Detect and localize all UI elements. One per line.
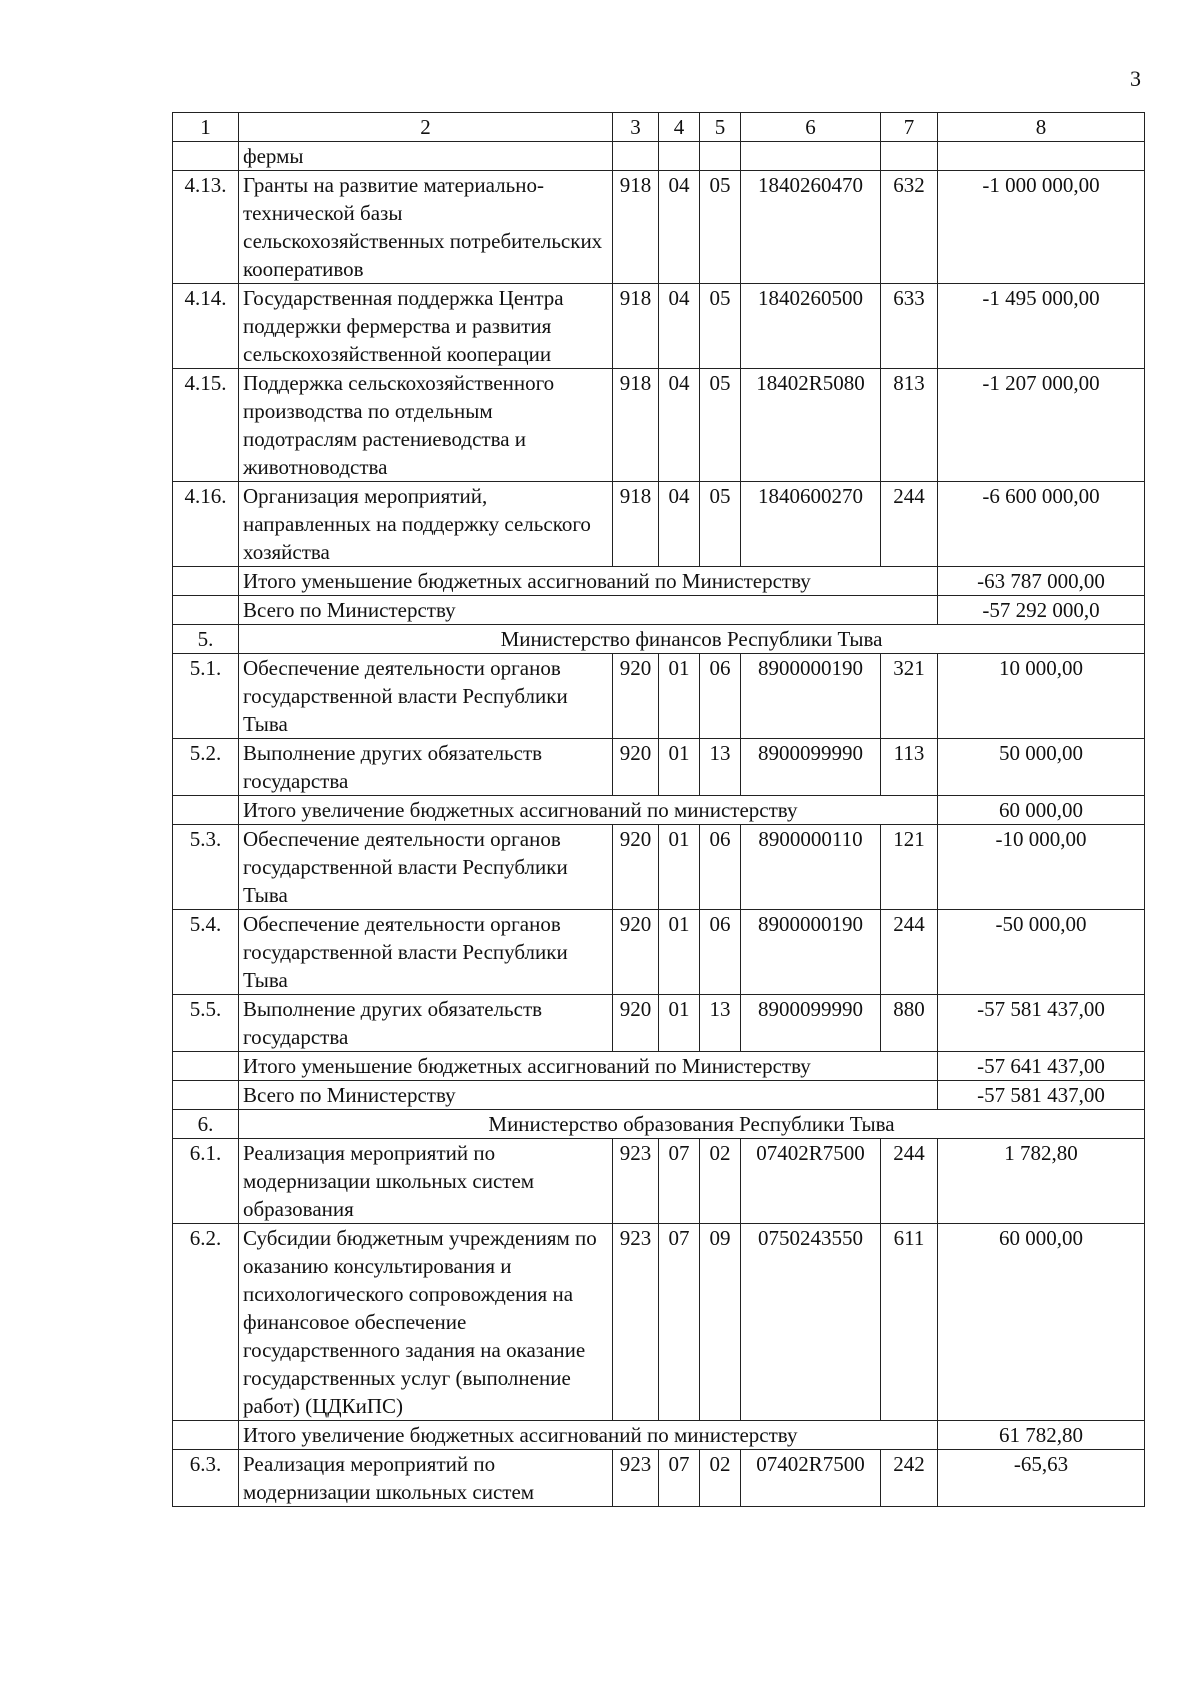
column-number-row: [173, 113, 1145, 142]
cell-expense-type: 611: [881, 1224, 938, 1421]
table-row: [173, 1139, 1145, 1224]
continuation-row: [173, 142, 1145, 171]
cell-subsection: 05: [700, 171, 741, 284]
column-number: 7: [881, 113, 938, 142]
total-row: [173, 796, 1145, 825]
cell-expense-type: 242: [881, 1450, 938, 1507]
cell-expense-type: 321: [881, 654, 938, 739]
item-number: 5.1.: [173, 654, 239, 739]
cell-subsection: 05: [700, 482, 741, 567]
cell-target: 0750243550: [741, 1224, 881, 1421]
page-number: 3: [1130, 66, 1141, 91]
column-number: 8: [938, 113, 1145, 142]
cell-section: 04: [659, 284, 700, 369]
cell-expense-type: 244: [881, 910, 938, 995]
item-number: 6.3.: [173, 1450, 239, 1507]
cell-expense-type: 880: [881, 995, 938, 1052]
item-name: Выполнение других обязательств государства: [239, 995, 613, 1052]
total-amount: -57 581 437,00: [938, 1081, 1145, 1110]
cell-amount: -6 600 000,00: [938, 482, 1145, 567]
cell-subsection: 05: [700, 369, 741, 482]
cell-amount: 1 782,80: [938, 1139, 1145, 1224]
table-row: [173, 1450, 1145, 1507]
column-number: 5: [700, 113, 741, 142]
item-name: фермы: [239, 142, 613, 171]
cell-expense-type: 632: [881, 171, 938, 284]
total-amount: -57 641 437,00: [938, 1052, 1145, 1081]
item-number: 5.4.: [173, 910, 239, 995]
item-number: 5.3.: [173, 825, 239, 910]
section-number: 5.: [173, 625, 239, 654]
total-amount: 61 782,80: [938, 1421, 1145, 1450]
cell-code: 920: [613, 825, 659, 910]
cell-target: 8900000110: [741, 825, 881, 910]
cell-code: 920: [613, 654, 659, 739]
cell-amount: 50 000,00: [938, 739, 1145, 796]
cell-section: 07: [659, 1139, 700, 1224]
cell-code: 918: [613, 369, 659, 482]
cell-target: 07402R7500: [741, 1139, 881, 1224]
item-number: 4.16.: [173, 482, 239, 567]
section-row: [173, 625, 1145, 654]
cell-subsection: 09: [700, 1224, 741, 1421]
item-number: 4.14.: [173, 284, 239, 369]
cell-section: 01: [659, 825, 700, 910]
cell-section: 07: [659, 1224, 700, 1421]
item-name: Реализация мероприятий по модернизации школьных систем образования: [239, 1139, 613, 1224]
cell-subsection: 06: [700, 825, 741, 910]
table-row: [173, 284, 1145, 369]
cell-code: 923: [613, 1450, 659, 1507]
item-number: 5.2.: [173, 739, 239, 796]
column-number: 6: [741, 113, 881, 142]
cell-code: 918: [613, 284, 659, 369]
cell-expense-type: 633: [881, 284, 938, 369]
cell-amount: -50 000,00: [938, 910, 1145, 995]
cell-section: 01: [659, 995, 700, 1052]
cell-amount: -1 207 000,00: [938, 369, 1145, 482]
item-number: 4.15.: [173, 369, 239, 482]
cell-subsection: 13: [700, 995, 741, 1052]
cell-section: 07: [659, 1450, 700, 1507]
cell-code: 920: [613, 739, 659, 796]
table-row: [173, 739, 1145, 796]
table-row: [173, 654, 1145, 739]
item-name: Организация мероприятий, направленных на поддержку сельского хозяйства: [239, 482, 613, 567]
cell-expense-type: 244: [881, 1139, 938, 1224]
item-name: Выполнение других обязательств государства: [239, 739, 613, 796]
column-number: 2: [239, 113, 613, 142]
budget-allocation-table: [172, 112, 1145, 1507]
total-amount: 60 000,00: [938, 796, 1145, 825]
cell-target: 1840260470: [741, 171, 881, 284]
item-number: 4.13.: [173, 171, 239, 284]
cell-amount: -1 495 000,00: [938, 284, 1145, 369]
cell-target: 8900000190: [741, 654, 881, 739]
total-label: Итого уменьшение бюджетных ассигнований по Министерству: [239, 567, 938, 596]
cell-target: 1840600270: [741, 482, 881, 567]
cell-section: 04: [659, 482, 700, 567]
table-row: [173, 910, 1145, 995]
total-label: Всего по Министерству: [239, 1081, 938, 1110]
cell-subsection: 06: [700, 910, 741, 995]
item-number: 6.1.: [173, 1139, 239, 1224]
table-row: [173, 171, 1145, 284]
table-row: [173, 995, 1145, 1052]
cell-amount: -65,63: [938, 1450, 1145, 1507]
cell-target: 8900099990: [741, 739, 881, 796]
cell-code: 923: [613, 1224, 659, 1421]
item-name: Обеспечение деятельности органов государственной власти Республики Тыва: [239, 825, 613, 910]
item-name: Обеспечение деятельности органов государственной власти Республики Тыва: [239, 910, 613, 995]
table-row: [173, 1224, 1145, 1421]
cell-section: 01: [659, 739, 700, 796]
item-name: Реализация мероприятий по модернизации школьных систем: [239, 1450, 613, 1507]
table-row: [173, 825, 1145, 910]
cell-amount: 10 000,00: [938, 654, 1145, 739]
section-title: Министерство образования Республики Тыва: [239, 1110, 1145, 1139]
cell-amount: -10 000,00: [938, 825, 1145, 910]
cell-target: 1840260500: [741, 284, 881, 369]
cell-code: 918: [613, 171, 659, 284]
item-name: Субсидии бюджетным учреждениям по оказанию консультирования и психологического сопровождения на финансовое обеспечение государственного задания на оказание государственных услуг (выполнение работ) (ЦДКиПС): [239, 1224, 613, 1421]
table-row: [173, 369, 1145, 482]
total-row: [173, 1421, 1145, 1450]
section-row: [173, 1110, 1145, 1139]
column-number: 3: [613, 113, 659, 142]
cell-code: 918: [613, 482, 659, 567]
total-amount: -63 787 000,00: [938, 567, 1145, 596]
item-name: Государственная поддержка Центра поддержки фермерства и развития сельскохозяйственной кооперации: [239, 284, 613, 369]
cell-subsection: 06: [700, 654, 741, 739]
cell-subsection: 02: [700, 1450, 741, 1507]
item-number: 6.2.: [173, 1224, 239, 1421]
cell-code: 920: [613, 995, 659, 1052]
cell-subsection: 02: [700, 1139, 741, 1224]
cell-target: 8900099990: [741, 995, 881, 1052]
total-row: [173, 567, 1145, 596]
item-name: Поддержка сельскохозяйственного производства по отдельным подотраслям растениеводства и животноводства: [239, 369, 613, 482]
cell-amount: -1 000 000,00: [938, 171, 1145, 284]
table-row: [173, 482, 1145, 567]
total-label: Итого увеличение бюджетных ассигнований по министерству: [239, 796, 938, 825]
cell-expense-type: 121: [881, 825, 938, 910]
cell-amount: 60 000,00: [938, 1224, 1145, 1421]
total-row: [173, 1052, 1145, 1081]
section-number: 6.: [173, 1110, 239, 1139]
cell-subsection: 13: [700, 739, 741, 796]
item-name: Обеспечение деятельности органов государственной власти Республики Тыва: [239, 654, 613, 739]
total-label: Итого уменьшение бюджетных ассигнований по Министерству: [239, 1052, 938, 1081]
total-label: Всего по Министерству: [239, 596, 938, 625]
cell-subsection: 05: [700, 284, 741, 369]
cell-section: 04: [659, 171, 700, 284]
total-row: [173, 596, 1145, 625]
cell-section: 01: [659, 910, 700, 995]
column-number: 1: [173, 113, 239, 142]
item-number: 5.5.: [173, 995, 239, 1052]
column-number: 4: [659, 113, 700, 142]
total-row: [173, 1081, 1145, 1110]
cell-expense-type: 244: [881, 482, 938, 567]
total-amount: -57 292 000,0: [938, 596, 1145, 625]
cell-target: 18402R5080: [741, 369, 881, 482]
cell-target: 07402R7500: [741, 1450, 881, 1507]
cell-code: 923: [613, 1139, 659, 1224]
cell-section: 04: [659, 369, 700, 482]
cell-code: 920: [613, 910, 659, 995]
item-name: Гранты на развитие материально-технической базы сельскохозяйственных потребительских кооперативов: [239, 171, 613, 284]
cell-amount: -57 581 437,00: [938, 995, 1145, 1052]
total-label: Итого увеличение бюджетных ассигнований по министерству: [239, 1421, 938, 1450]
cell-expense-type: 113: [881, 739, 938, 796]
cell-target: 8900000190: [741, 910, 881, 995]
cell-expense-type: 813: [881, 369, 938, 482]
section-title: Министерство финансов Республики Тыва: [239, 625, 1145, 654]
cell-section: 01: [659, 654, 700, 739]
